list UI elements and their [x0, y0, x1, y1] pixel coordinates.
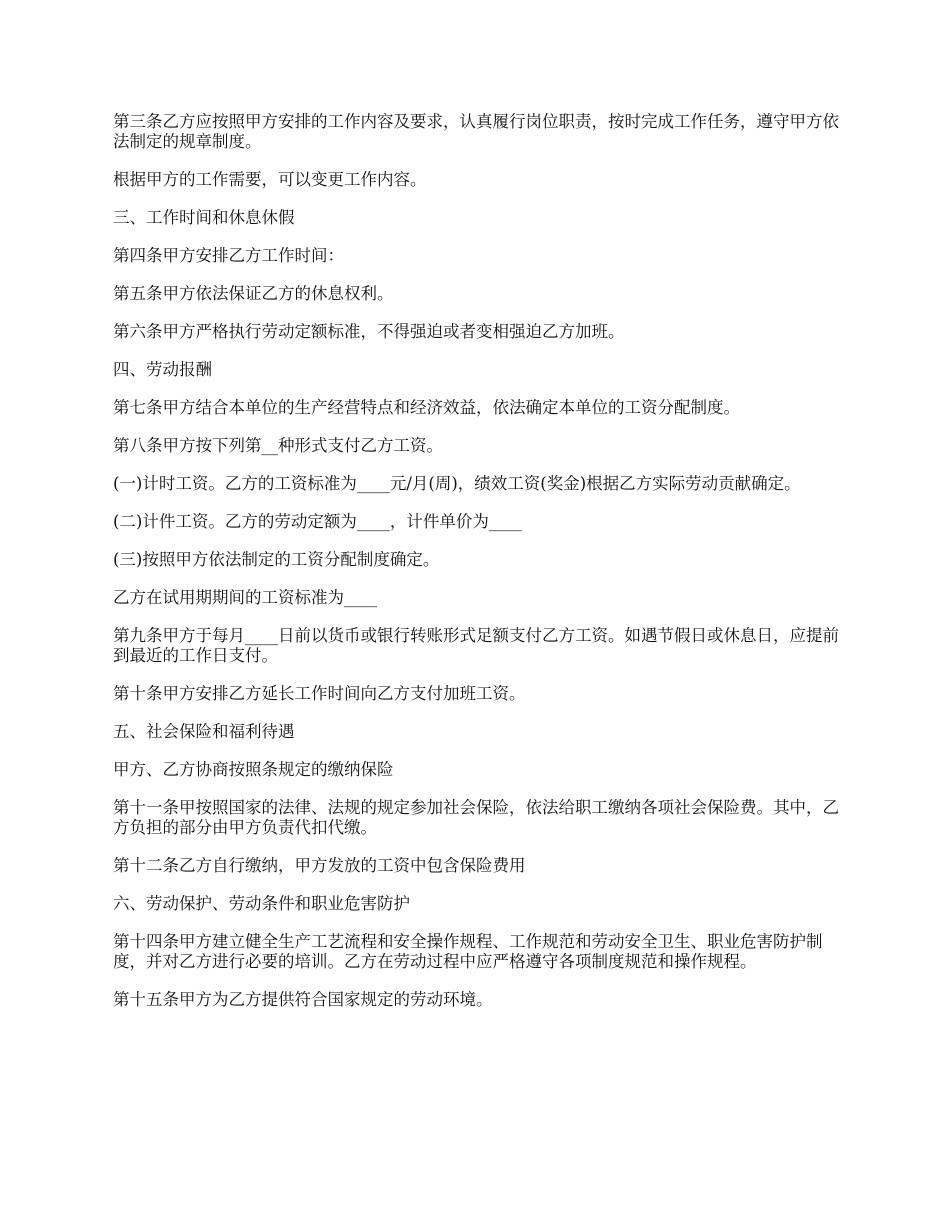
clause-4: 第四条甲方安排乙方工作时间： [113, 246, 344, 265]
clause-6: 第六条甲方严格执行劳动定额标准，不得强迫或者变相强迫乙方加班。 [113, 322, 625, 341]
clause-10: 第十条甲方安排乙方延长工作时间向乙方支付加班工资。 [113, 684, 526, 703]
clause-3-note: 根据甲方的工作需要，可以变更工作内容。 [113, 170, 427, 189]
document-body [113, 112, 843, 1028]
section-heading-labor-protection: 六、劳动保护、劳动条件和职业危害防护 [113, 894, 410, 913]
section-heading-remuneration: 四、劳动报酬 [113, 360, 212, 379]
clause-5: 第五条甲方依法保证乙方的休息权利。 [113, 284, 394, 303]
clause-8-option-3: (三)按照甲方依法制定的工资分配制度确定。 [113, 550, 440, 569]
clause-11: 第十一条甲按照国家的法律、法规的规定参加社会保险，依法给职工缴纳各项社会保险费。其中，乙方负担的部分由甲方负责代扣代缴。 [113, 798, 839, 837]
clause-8: 第八条甲方按下列第__种形式支付乙方工资。 [113, 436, 443, 455]
clause-15: 第十五条甲方为乙方提供符合国家规定的劳动环境。 [113, 990, 493, 1009]
probation-wage: 乙方在试用期期间的工资标准为____ [113, 588, 377, 607]
clause-8-option-2: (二)计件工资。乙方的劳动定额为____，计件单价为____ [113, 512, 522, 531]
section-heading-work-hours: 三、工作时间和休息休假 [113, 208, 295, 227]
insurance-agreement: 甲方、乙方协商按照条规定的缴纳保险 [113, 760, 394, 779]
clause-9: 第九条甲方于每月____日前以货币或银行转账形式足额支付乙方工资。如遇节假日或休息日，应提前到最近的工作日支付。 [113, 626, 839, 665]
clause-7: 第七条甲方结合本单位的生产经营特点和经济效益，依法确定本单位的工资分配制度。 [113, 398, 740, 417]
clause-12: 第十二条乙方自行缴纳，甲方发放的工资中包含保险费用 [113, 856, 526, 875]
section-heading-social-insurance: 五、社会保险和福利待遇 [113, 722, 295, 741]
clause-3: 第三条乙方应按照甲方安排的工作内容及要求，认真履行岗位职责，按时完成工作任务，遵守甲方依法制定的规章制度。 [113, 112, 839, 151]
clause-14: 第十四条甲方建立健全生产工艺流程和安全操作规程、工作规范和劳动安全卫生、职业危害防护制度，并对乙方进行必要的培训。乙方在劳动过程中应严格遵守各项制度规范和操作规程。 [113, 932, 823, 971]
clause-8-option-1: (一)计时工资。乙方的工资标准为____元/月(周)，绩效工资(奖金)根据乙方实际劳动贡献确定。 [113, 474, 801, 493]
